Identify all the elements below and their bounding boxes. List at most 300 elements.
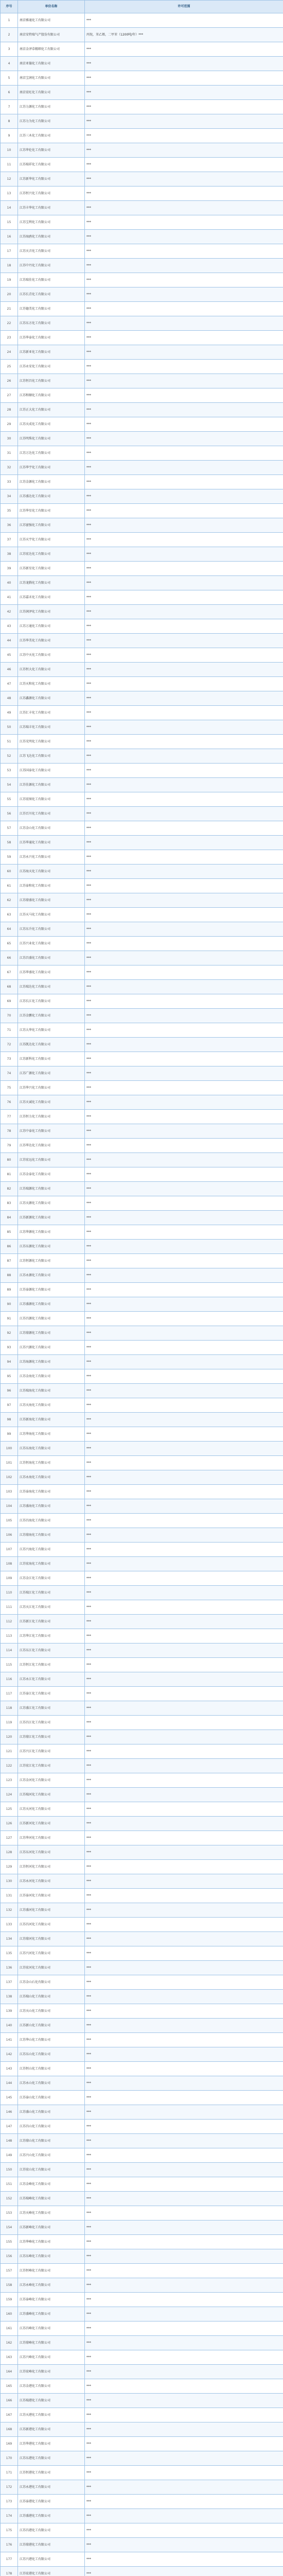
permit-scope: *** [85, 1225, 283, 1240]
row-index: 95 [1, 1369, 18, 1384]
permit-scope: *** [85, 1889, 283, 1903]
permit-scope: *** [85, 1442, 283, 1456]
table-row [1, 1442, 283, 1456]
permit-scope: *** [85, 1860, 283, 1874]
permit-scope: *** [85, 1240, 283, 1254]
row-index: 114 [1, 1643, 18, 1658]
table-row [1, 2365, 283, 2379]
permit-scope: *** [85, 2091, 283, 2105]
row-index: 73 [1, 1052, 18, 1066]
table-row [1, 2394, 283, 2408]
permit-scope: *** [85, 172, 283, 187]
unit-name: 江苏金鹏化工有限公司 [18, 1009, 85, 1023]
row-index: 173 [1, 2495, 18, 2509]
permit-scope: *** [85, 42, 283, 57]
row-index: 145 [1, 2091, 18, 2105]
row-index: 141 [1, 2033, 18, 2047]
unit-name: 江苏恒兴化工有限公司 [18, 187, 85, 201]
table-row [1, 879, 283, 893]
table-row [1, 2408, 283, 2422]
permit-scope: *** [85, 879, 283, 893]
unit-name: 江苏嘉禾化工有限公司 [18, 590, 85, 605]
permit-scope: *** [85, 360, 283, 374]
row-index: 71 [1, 1023, 18, 1038]
unit-name: 江苏瑞峰化工有限公司 [18, 2192, 85, 2206]
unit-name: 江苏金山化工有限公司 [18, 821, 85, 836]
table-row [1, 1095, 283, 1110]
row-index: 18 [1, 259, 18, 273]
unit-name: 江苏瑞达化工有限公司 [18, 980, 85, 994]
table-row [1, 2538, 283, 2552]
unit-name: 江苏金峰化工有限公司 [18, 2177, 85, 2192]
table-row [1, 1341, 283, 1355]
row-index: 31 [1, 446, 18, 461]
row-index: 144 [1, 2076, 18, 2091]
unit-name: 江苏金海化工有限公司 [18, 1369, 85, 1384]
permit-scope: *** [85, 417, 283, 432]
permit-scope: *** [85, 1312, 283, 1326]
permit-scope: *** [85, 1629, 283, 1643]
unit-name: 江苏鼎海化工有限公司 [18, 1528, 85, 1543]
row-index: 171 [1, 2466, 18, 2480]
unit-name: 江苏永海化工有限公司 [18, 1470, 85, 1485]
unit-name: 江苏新峰化工有限公司 [18, 2221, 85, 2235]
row-index: 88 [1, 1268, 18, 1283]
permit-scope: *** [85, 230, 283, 244]
permit-scope: *** [85, 1543, 283, 1557]
table-row [1, 316, 283, 331]
row-index: 92 [1, 1326, 18, 1341]
permit-scope: *** [85, 2235, 283, 2249]
row-index: 36 [1, 518, 18, 533]
table-row [1, 230, 283, 244]
unit-name: 江苏兴山化工有限公司 [18, 2148, 85, 2163]
permit-scope: *** [85, 1514, 283, 1528]
row-index: 69 [1, 994, 18, 1009]
table-row [1, 562, 283, 576]
table-row [1, 2249, 283, 2264]
table-row [1, 2480, 283, 2495]
unit-name: 江苏昌港化工有限公司 [18, 2523, 85, 2538]
row-index: 16 [1, 230, 18, 244]
permit-scope: *** [85, 2437, 283, 2451]
row-index: 154 [1, 2221, 18, 2235]
table-row [1, 2451, 283, 2466]
permit-scope: *** [85, 2567, 283, 2576]
permit-scope: *** [85, 908, 283, 922]
table-row [1, 273, 283, 287]
permit-scope: *** [85, 1817, 283, 1831]
permit-scope: *** [85, 2105, 283, 2120]
table-row [1, 778, 283, 792]
unit-name: 江苏三木化工有限公司 [18, 129, 85, 143]
permit-scope: *** [85, 2206, 283, 2221]
row-index: 111 [1, 1600, 18, 1615]
permit-scope: *** [85, 605, 283, 619]
row-index: 166 [1, 2394, 18, 2408]
unit-name: 江苏昌峰化工有限公司 [18, 2321, 85, 2336]
permit-scope: *** [85, 2134, 283, 2148]
permit-scope: *** [85, 1052, 283, 1066]
permit-scope: *** [85, 1427, 283, 1442]
unit-name: 江苏新源化工有限公司 [18, 1211, 85, 1225]
permit-scope: *** [85, 158, 283, 172]
row-index: 55 [1, 792, 18, 807]
table-row [1, 432, 283, 446]
table-row [1, 461, 283, 475]
row-index: 172 [1, 2480, 18, 2495]
table-row [1, 1788, 283, 1802]
permit-scope: *** [85, 2278, 283, 2293]
unit-name: 江苏东源化工有限公司 [18, 1240, 85, 1254]
permit-scope: *** [85, 663, 283, 677]
unit-name: 江苏佳源化工有限公司 [18, 778, 85, 792]
row-index: 139 [1, 2004, 18, 2019]
unit-name: 江苏广源化工有限公司 [18, 1066, 85, 1081]
unit-name: 江苏恒港化工有限公司 [18, 2466, 85, 2480]
row-index: 148 [1, 2134, 18, 2148]
unit-name: 江苏新华化工有限公司 [18, 172, 85, 187]
unit-name: 江苏东峰化工有限公司 [18, 2249, 85, 2264]
table-row [1, 2321, 283, 2336]
permit-scope: *** [85, 1932, 283, 1946]
unit-name: 江苏宏港化工有限公司 [18, 2567, 85, 2576]
permit-scope: *** [85, 2422, 283, 2437]
row-index: 66 [1, 951, 18, 965]
row-index: 58 [1, 836, 18, 850]
table-row [1, 634, 283, 648]
table-row [1, 1528, 283, 1543]
permit-scope: *** [85, 1499, 283, 1514]
row-index: 28 [1, 403, 18, 417]
table-row [1, 2134, 283, 2148]
unit-name: 江苏永江化工有限公司 [18, 1672, 85, 1687]
row-index: 164 [1, 2365, 18, 2379]
unit-name: 江苏盛江化工有限公司 [18, 1701, 85, 1716]
permit-scope: *** [85, 114, 283, 129]
unit-name: 江苏天成化工有限公司 [18, 417, 85, 432]
unit-name: 江苏天河化工有限公司 [18, 1802, 85, 1817]
unit-name: 江苏新江化工有限公司 [18, 1615, 85, 1629]
table-row [1, 1629, 283, 1643]
permit-scope: *** [85, 749, 283, 764]
table-row [1, 1081, 283, 1095]
unit-name: 江苏天诚化工有限公司 [18, 1095, 85, 1110]
table-row [1, 489, 283, 504]
row-index: 53 [1, 764, 18, 778]
row-index: 63 [1, 908, 18, 922]
permit-scope: *** [85, 201, 283, 215]
row-index: 108 [1, 1557, 18, 1571]
unit-name: 江苏国泰化工有限公司 [18, 764, 85, 778]
unit-name: 江苏东山化工有限公司 [18, 2047, 85, 2062]
unit-name: 江苏宏峰化工有限公司 [18, 2365, 85, 2379]
table-row [1, 605, 283, 619]
permit-scope: *** [85, 1297, 283, 1312]
unit-name: 江苏百川化工有限公司 [18, 807, 85, 821]
row-index: 151 [1, 2177, 18, 2192]
table-row [1, 86, 283, 100]
permit-scope: *** [85, 1081, 283, 1095]
row-index: 20 [1, 287, 18, 302]
row-index: 40 [1, 576, 18, 590]
row-index: 128 [1, 1845, 18, 1860]
permit-scope: *** [85, 1903, 283, 1918]
permit-scope: *** [85, 2264, 283, 2278]
unit-name: 江苏天宇化工有限公司 [18, 533, 85, 547]
unit-name: 江苏金港化工有限公司 [18, 2379, 85, 2394]
table-row [1, 2264, 283, 2278]
unit-name: 江苏万达化工有限公司 [18, 446, 85, 461]
permit-scope: *** [85, 1153, 283, 1167]
row-index: 153 [1, 2206, 18, 2221]
row-index: 170 [1, 2451, 18, 2466]
permit-scope: *** [85, 1398, 283, 1413]
row-index: 32 [1, 461, 18, 475]
row-index: 104 [1, 1499, 18, 1514]
table-row [1, 735, 283, 749]
unit-name: 江苏宏山化工有限公司 [18, 2163, 85, 2177]
row-index: 177 [1, 2552, 18, 2567]
permit-scope: *** [85, 1831, 283, 1845]
unit-name: 江苏宏远化工有限公司 [18, 1153, 85, 1167]
permit-scope: *** [85, 735, 283, 749]
row-index: 61 [1, 879, 18, 893]
row-index: 42 [1, 605, 18, 619]
permit-scope: *** [85, 1009, 283, 1023]
row-index: 56 [1, 807, 18, 821]
row-index: 100 [1, 1442, 18, 1456]
table-row [1, 1485, 283, 1499]
table-row [1, 980, 283, 994]
row-index: 162 [1, 2336, 18, 2350]
row-index: 64 [1, 922, 18, 937]
row-index: 105 [1, 1514, 18, 1528]
header-index: 序号 [1, 1, 18, 13]
unit-name: 江苏宏图化工有限公司 [18, 792, 85, 807]
permit-scope: *** [85, 302, 283, 316]
unit-name: 江苏盛港化工有限公司 [18, 2509, 85, 2523]
permit-scope: *** [85, 1643, 283, 1658]
permit-scope: *** [85, 215, 283, 230]
table-row [1, 720, 283, 735]
table-row [1, 965, 283, 980]
row-index: 122 [1, 1759, 18, 1773]
unit-name: 江苏长青化工有限公司 [18, 287, 85, 302]
permit-scope: *** [85, 2019, 283, 2033]
table-row [1, 1110, 283, 1124]
permit-scope: *** [85, 2120, 283, 2134]
permit-scope: *** [85, 287, 283, 302]
table-row [1, 215, 283, 230]
permit-scope: *** [85, 1600, 283, 1615]
permit-scope: *** [85, 922, 283, 937]
permit-scope: *** [85, 2249, 283, 2264]
unit-name: 江苏天港化工有限公司 [18, 2408, 85, 2422]
row-index: 118 [1, 1701, 18, 1716]
table-header [1, 1, 283, 13]
permit-scope: *** [85, 1658, 283, 1672]
table-row [1, 187, 283, 201]
row-index: 57 [1, 821, 18, 836]
row-index: 115 [1, 1658, 18, 1672]
row-index: 106 [1, 1528, 18, 1543]
row-index: 38 [1, 547, 18, 562]
row-index: 159 [1, 2293, 18, 2307]
unit-name: 江苏宏江化工有限公司 [18, 1759, 85, 1773]
permit-scope: *** [85, 1470, 283, 1485]
unit-name: 江苏鼎江化工有限公司 [18, 1730, 85, 1744]
table-row [1, 1312, 283, 1326]
permit-scope: *** [85, 1759, 283, 1773]
row-index: 54 [1, 778, 18, 792]
permit-scope: *** [85, 2523, 283, 2538]
unit-name: 江苏泰港化工有限公司 [18, 2495, 85, 2509]
row-index: 129 [1, 1860, 18, 1874]
row-index: 149 [1, 2148, 18, 2163]
unit-name: 江苏华宇化工有限公司 [18, 461, 85, 475]
row-index: 142 [1, 2047, 18, 2062]
permit-scope: *** [85, 2047, 283, 2062]
unit-name: 江苏东升化工有限公司 [18, 922, 85, 937]
unit-name: 江苏长江化工有限公司 [18, 994, 85, 1009]
row-index: 116 [1, 1672, 18, 1687]
table-row [1, 57, 283, 71]
row-index: 152 [1, 2192, 18, 2206]
table-row [1, 71, 283, 86]
unit-name: 江苏龙腾化工有限公司 [18, 576, 85, 590]
unit-name: 江苏天和化工有限公司 [18, 677, 85, 691]
table-row [1, 114, 283, 129]
table-row [1, 374, 283, 388]
table-row [1, 1845, 283, 1860]
permit-scope: *** [85, 893, 283, 908]
row-index: 27 [1, 388, 18, 403]
row-index: 67 [1, 965, 18, 980]
row-index: 77 [1, 1110, 18, 1124]
unit-name: 江苏华山化工有限公司 [18, 2033, 85, 2047]
row-index: 123 [1, 1773, 18, 1788]
row-index: 6 [1, 86, 18, 100]
permit-scope: *** [85, 2004, 283, 2019]
table-row [1, 850, 283, 865]
row-index: 143 [1, 2062, 18, 2076]
table-row [1, 1427, 283, 1442]
table-row [1, 865, 283, 879]
permit-scope: *** [85, 2538, 283, 2552]
row-index: 14 [1, 201, 18, 215]
permit-scope: *** [85, 792, 283, 807]
header-unit-name: 单位名称 [18, 1, 85, 13]
unit-name: 江苏海天化工有限公司 [18, 865, 85, 879]
unit-name: 江苏中泰化工有限公司 [18, 1124, 85, 1139]
table-row [1, 1658, 283, 1672]
table-row [1, 1470, 283, 1485]
unit-name: 江苏力源化工有限公司 [18, 100, 85, 114]
unit-name: 江苏泰山化工有限公司 [18, 2091, 85, 2105]
table-row [1, 302, 283, 316]
permit-scope: *** [85, 1701, 283, 1716]
row-index: 11 [1, 158, 18, 172]
unit-name: 江苏万通化工有限公司 [18, 619, 85, 634]
row-index: 135 [1, 1946, 18, 1961]
table-row [1, 2278, 283, 2293]
table-row [1, 2495, 283, 2509]
table-row [1, 2235, 283, 2249]
table-row [1, 2177, 283, 2192]
table-row [1, 2192, 283, 2206]
permit-scope: *** [85, 836, 283, 850]
table-row [1, 893, 283, 908]
unit-name: 江苏润泽化工有限公司 [18, 605, 85, 619]
unit-name: 江苏华兴化工有限公司 [18, 1081, 85, 1095]
row-index: 52 [1, 749, 18, 764]
unit-name: 江苏瑞山化工有限公司 [18, 1990, 85, 2004]
row-index: 15 [1, 215, 18, 230]
row-index: 83 [1, 1196, 18, 1211]
unit-name: 江苏金山石化有限公司 [18, 1975, 85, 1990]
unit-name: 江苏汇丰化工有限公司 [18, 706, 85, 720]
unit-name: 江苏华港化工有限公司 [18, 2437, 85, 2451]
permit-scope: *** [85, 2062, 283, 2076]
permit-scope: *** [85, 1918, 283, 1932]
permit-scope: *** [85, 2451, 283, 2466]
row-index: 131 [1, 1889, 18, 1903]
unit-name: 江苏宏河化工有限公司 [18, 1961, 85, 1975]
unit-name: 江苏华海化工有限公司 [18, 1427, 85, 1442]
permit-scope: *** [85, 129, 283, 143]
table-row [1, 1932, 283, 1946]
unit-name: 江苏兴港化工有限公司 [18, 2552, 85, 2567]
row-index: 89 [1, 1283, 18, 1297]
permit-scope: *** [85, 345, 283, 360]
permit-scope: *** [85, 1788, 283, 1802]
table-row [1, 749, 283, 764]
unit-name: 江苏新科化工有限公司 [18, 1052, 85, 1066]
permit-scope: *** [85, 1586, 283, 1600]
row-index: 35 [1, 504, 18, 518]
row-index: 70 [1, 1009, 18, 1023]
table-row [1, 1456, 283, 1470]
table-row [1, 2221, 283, 2235]
table-row [1, 1052, 283, 1066]
permit-scope: *** [85, 1845, 283, 1860]
permit-scope: *** [85, 619, 283, 634]
row-index: 76 [1, 1095, 18, 1110]
permit-scope: *** [85, 1110, 283, 1124]
unit-name: 江苏凯达化工有限公司 [18, 1038, 85, 1052]
row-index: 93 [1, 1341, 18, 1355]
row-index: 117 [1, 1687, 18, 1701]
unit-name: 江苏中天化工有限公司 [18, 648, 85, 663]
table-row [1, 533, 283, 547]
permit-scope: *** [85, 1384, 283, 1398]
unit-name: 江苏中丹化工有限公司 [18, 259, 85, 273]
row-index: 86 [1, 1240, 18, 1254]
row-index: 13 [1, 187, 18, 201]
permit-scope: *** [85, 764, 283, 778]
permit-scope: *** [85, 2495, 283, 2509]
table-row [1, 1687, 283, 1701]
table-row [1, 663, 283, 677]
row-index: 103 [1, 1485, 18, 1499]
table-row [1, 994, 283, 1009]
row-index: 81 [1, 1167, 18, 1182]
table-row [1, 648, 283, 663]
table-row [1, 42, 283, 57]
permit-scope: *** [85, 1023, 283, 1038]
row-index: 130 [1, 1874, 18, 1889]
